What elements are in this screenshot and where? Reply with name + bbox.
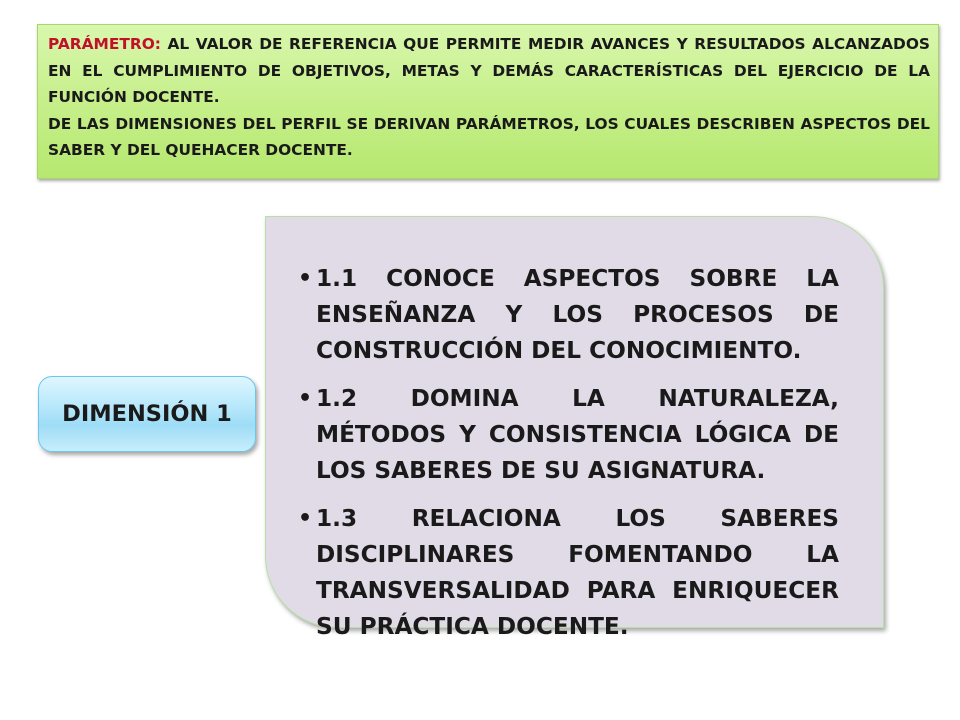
definition-box <box>37 24 939 179</box>
parameters-list <box>294 261 839 645</box>
bullet-icon: • <box>298 386 313 411</box>
definition-second-paragraph: DE LAS DIMENSIONES DEL PERFIL SE DERIVAN PARÁMETROS, LOS CUALES DESCRIBEN ASPECTOS DEL SABER Y DEL QUEHACER DOCENTE. <box>48 114 930 159</box>
bullet-icon: • <box>298 266 313 291</box>
parameter-text: 1.3 RELACIONA LOS SABERES DISCIPLINARES FOMENTANDO LA TRANSVERSALIDAD PARA ENRIQUECER SU PRÁCTICA DOCENTE. <box>316 505 839 640</box>
definition-term: PARÁMETRO: <box>48 35 161 53</box>
bullet-icon: • <box>298 506 313 531</box>
definition-paragraph <box>48 31 930 111</box>
definition-text: AL VALOR DE REFERENCIA QUE PERMITE MEDIR AVANCES Y RESULTADOS ALCANZADOS EN EL CUMPLIMIENTO DE OBJETIVOS, METAS Y DEMÁS CARACTERÍSTICAS DEL EJERCICIO DE LA FUNCIÓN DOCENTE. <box>48 35 930 106</box>
parameters-box <box>265 216 884 640</box>
parameter-item-1-2 <box>294 381 839 489</box>
parameter-item-1-3 <box>294 501 839 645</box>
parameter-text: 1.1 CONOCE ASPECTOS SOBRE LA ENSEÑANZA Y LOS PROCESOS DE CONSTRUCCIÓN DEL CONOCIMIENTO. <box>316 265 839 364</box>
dimension-label: DIMENSIÓN 1 <box>38 376 256 452</box>
parameter-text: 1.2 DOMINA LA NATURALEZA, MÉTODOS Y CONSISTENCIA LÓGICA DE LOS SABERES DE SU ASIGNATURA. <box>316 385 839 484</box>
parameter-item-1-1 <box>294 261 839 369</box>
